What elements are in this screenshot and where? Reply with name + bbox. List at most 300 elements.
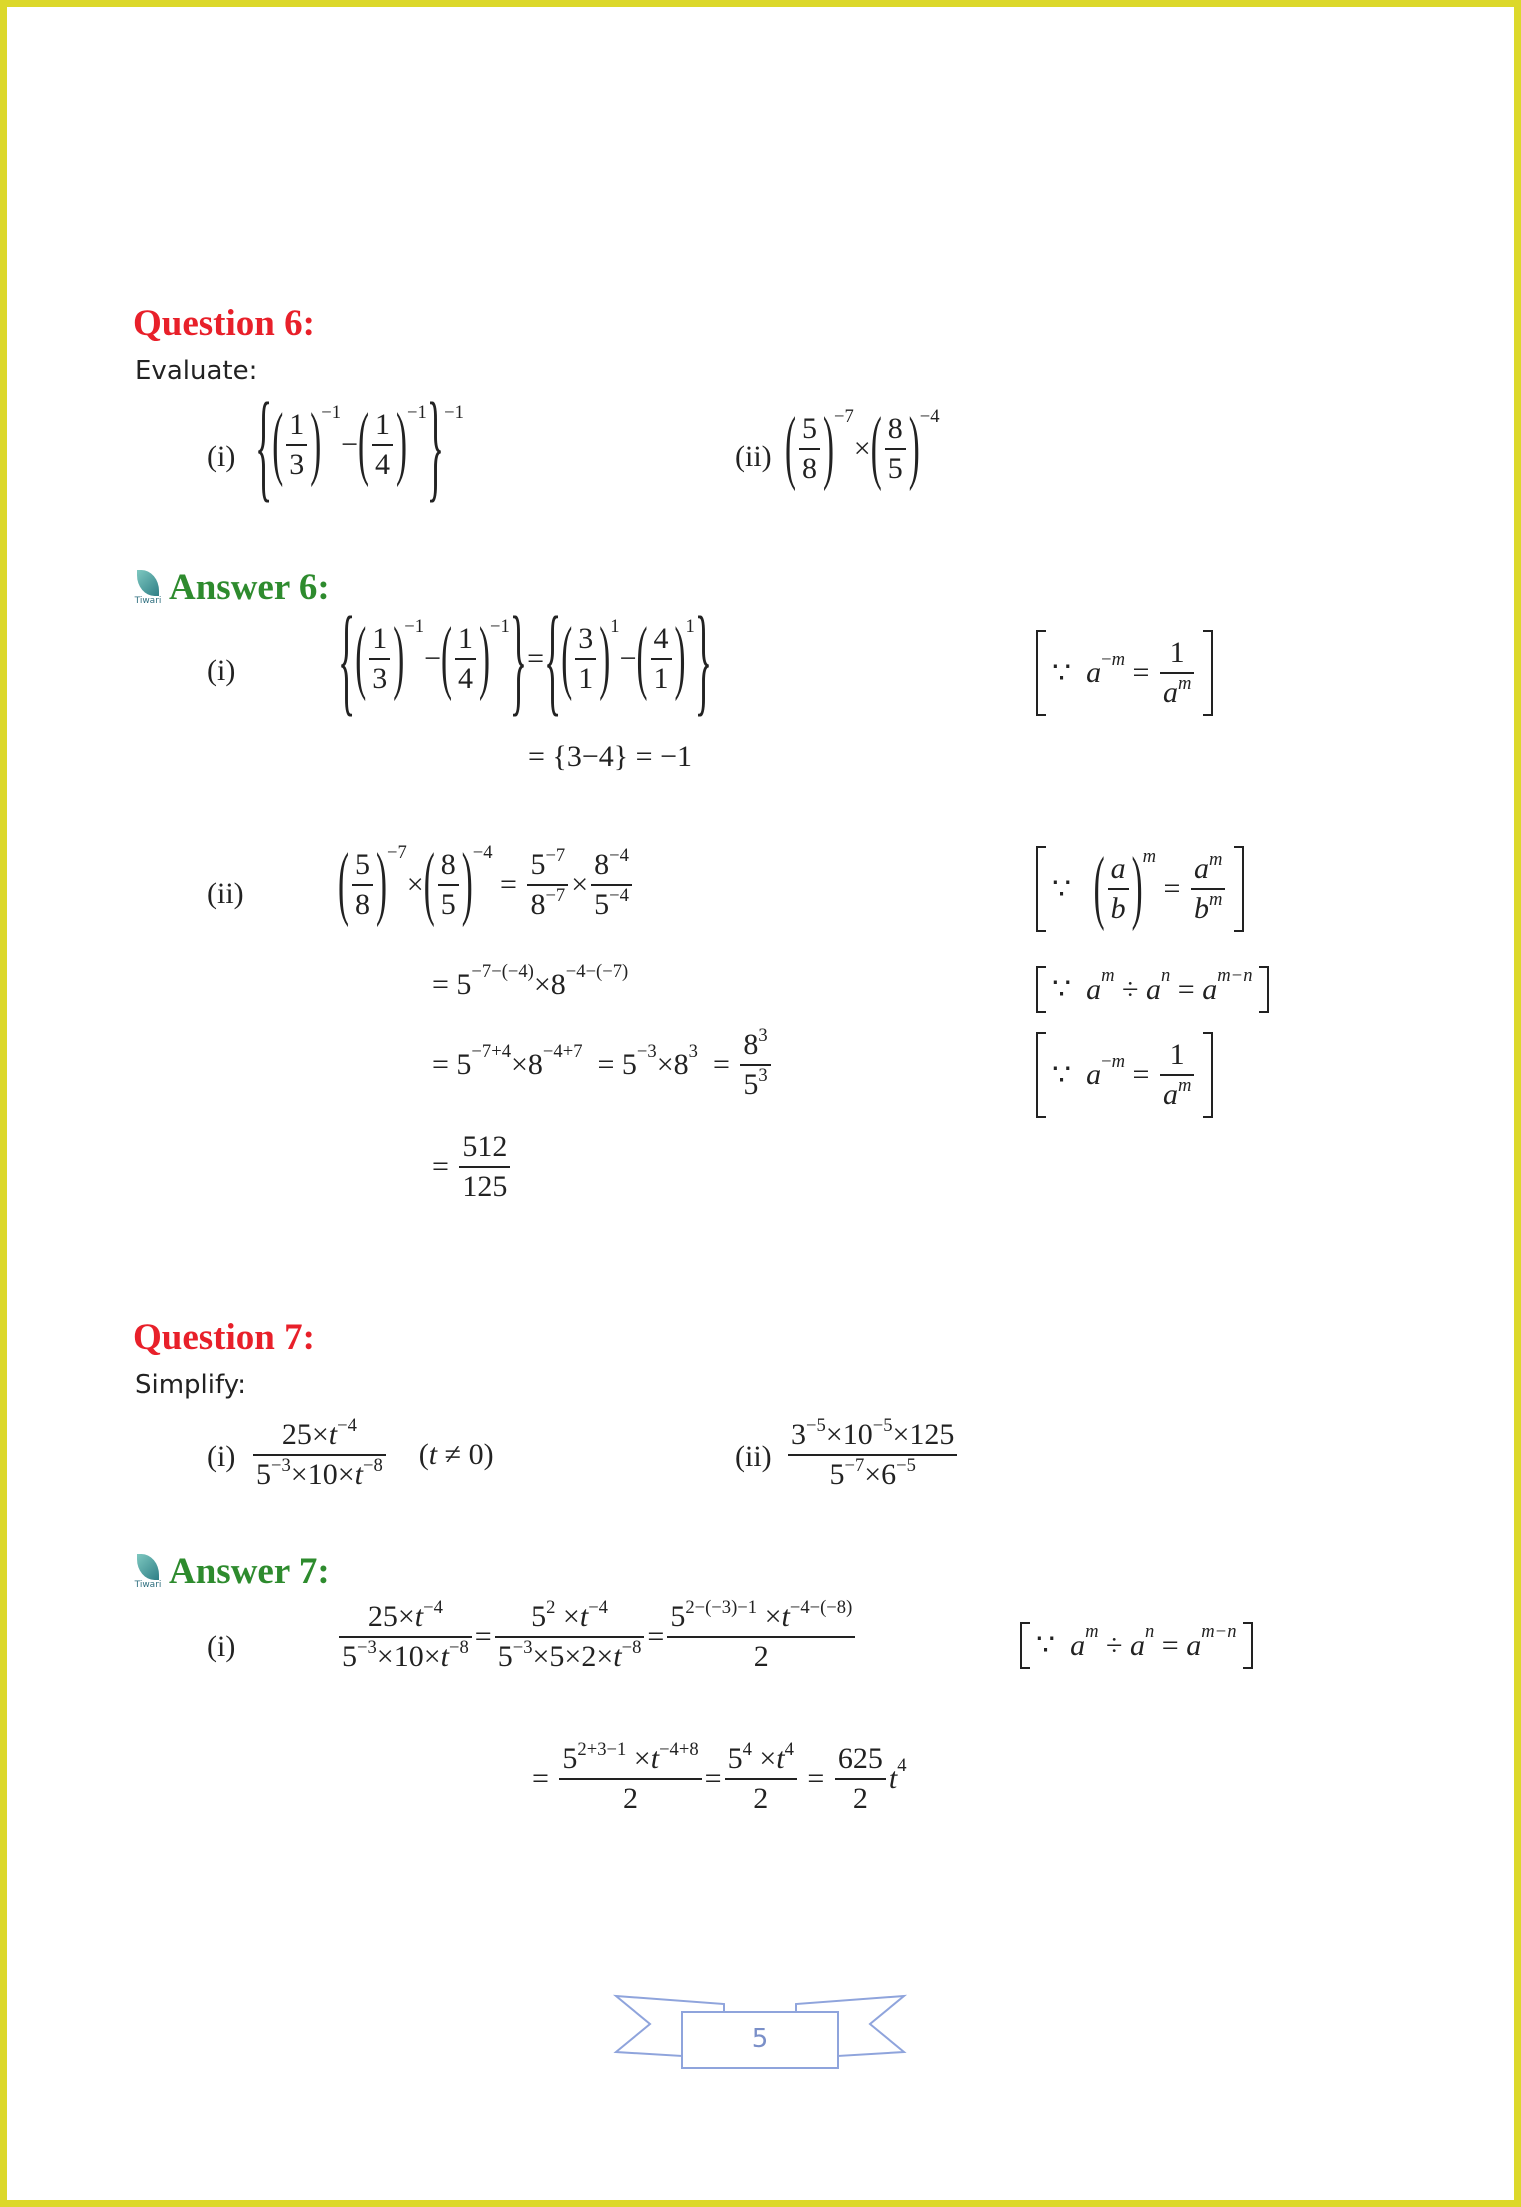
math-text: = 5 [432, 1048, 472, 1081]
close-paren: ) [908, 402, 920, 493]
math-variable: a [1162, 676, 1178, 709]
fraction-denominator [1108, 888, 1129, 926]
rule-bracket [1020, 1622, 1253, 1669]
a6-part-ii-label: (ii) [207, 877, 244, 910]
open-brace: { [552, 740, 567, 773]
math-text: − [1101, 648, 1112, 670]
math-text: = [1125, 1058, 1157, 1091]
question-6-title: Question 6: [133, 303, 315, 344]
math-variable: a [1070, 1628, 1086, 1662]
math-text: 8 [530, 888, 546, 921]
q6-part-i-label: (i) [207, 440, 236, 473]
math-exponent [609, 845, 629, 867]
math-text: = [528, 740, 553, 773]
math-variable: t [328, 1418, 338, 1451]
fraction-denominator [286, 444, 307, 482]
math-exponent [1145, 1621, 1154, 1643]
math-text: −3 [512, 1636, 533, 1658]
math-text: −3 [357, 1636, 377, 1658]
a7-part-i-label: (i) [207, 1630, 236, 1663]
math-fraction [286, 408, 307, 482]
fraction-denominator [788, 1454, 957, 1492]
math-text: 3 [758, 1024, 768, 1046]
math-text: 3 [289, 448, 305, 481]
math-text: = [1156, 872, 1188, 905]
group-content [366, 622, 393, 696]
open-paren: ( [338, 838, 349, 929]
open-brace: { [255, 377, 273, 513]
math-text: 5 [440, 888, 456, 921]
math-text: −7−(−4) [471, 960, 534, 982]
math-variable: m−n [1217, 965, 1253, 987]
fraction-numerator [885, 412, 906, 448]
math-exponent [622, 1637, 642, 1659]
fraction-numerator [725, 1738, 797, 1778]
math-parentheses [423, 838, 493, 929]
math-exponent [546, 1597, 555, 1619]
math-exponent [685, 1597, 757, 1619]
math-fraction [339, 1596, 472, 1674]
math-exponent [610, 616, 619, 638]
math-text: ×6 [864, 1458, 897, 1491]
math-braces [544, 591, 713, 727]
close-paren: ) [599, 612, 611, 703]
math-parentheses [785, 402, 854, 493]
open-brace: { [338, 591, 356, 727]
math-exponent [1178, 1075, 1191, 1097]
math-text: −4 [472, 842, 493, 863]
fraction-numerator [369, 622, 390, 658]
open-paren: ( [1093, 842, 1105, 933]
a6-ii-step-1 [338, 838, 635, 929]
math-text: 5 [802, 412, 817, 445]
fraction-denominator [740, 1064, 770, 1102]
math-exponent [806, 1415, 826, 1437]
math-parentheses [441, 612, 510, 703]
math-text: 1 [289, 408, 305, 441]
fraction-denominator [1160, 672, 1194, 710]
q6-part-i-expression [255, 377, 464, 513]
math-exponent [449, 1637, 469, 1659]
math-fraction [885, 412, 906, 486]
math-text: 5 [530, 848, 546, 881]
math-text: −7 [834, 406, 854, 427]
math-text: 2+3−1 [577, 1738, 627, 1760]
math-exponent [1209, 849, 1222, 871]
math-parentheses [358, 398, 427, 489]
fraction-numerator [279, 1414, 360, 1454]
math-variable: a [1146, 972, 1161, 1006]
math-text: −4 [588, 1596, 608, 1618]
math-text: ÷ [1098, 1628, 1130, 1662]
math-text: −1 [407, 402, 427, 423]
math-exponent [404, 616, 424, 638]
math-text: 1 [372, 622, 388, 655]
math-variable: t [414, 1600, 424, 1633]
math-text: 3−4 [566, 740, 614, 773]
math-fraction [799, 412, 820, 486]
fraction-denominator [495, 1636, 645, 1674]
math-exponent [637, 1041, 657, 1063]
math-parentheses [338, 838, 407, 929]
math-text: ≠ 0) [437, 1438, 494, 1471]
fraction-denominator [372, 444, 393, 482]
math-text: 5 [562, 1742, 578, 1775]
math-variable: a [1086, 1058, 1102, 1091]
math-text: 25× [367, 1600, 415, 1633]
math-text: 4 [458, 662, 473, 695]
fraction-numerator [286, 408, 307, 444]
fraction-denominator [1160, 1074, 1194, 1112]
math-text: 5 [594, 888, 610, 921]
question-6-prompt: Evaluate: [135, 356, 258, 386]
math-variable: m [1208, 888, 1223, 910]
a6-part-i-label: (i) [207, 654, 236, 687]
math-exponent [577, 1739, 626, 1761]
math-fraction [1160, 636, 1194, 710]
math-variable: t [440, 1640, 449, 1673]
fraction-denominator [559, 1778, 701, 1816]
math-variable: t [579, 1600, 589, 1633]
fraction-numerator [459, 1130, 510, 1166]
math-exponent [609, 885, 629, 907]
math-variable: t [354, 1458, 363, 1491]
math-text: 2−(−3)−1 [685, 1596, 758, 1618]
math-exponent [588, 1597, 608, 1619]
math-variable: m [1085, 1621, 1099, 1643]
math-fraction [495, 1596, 645, 1674]
math-text: × [555, 1600, 580, 1633]
group-content [283, 408, 310, 482]
math-exponent [444, 402, 464, 424]
open-paren: ( [423, 838, 435, 929]
math-text: −3 [271, 1454, 291, 1476]
fraction-denominator [455, 658, 476, 696]
math-text: = [1154, 1628, 1187, 1662]
math-fraction [725, 1738, 797, 1816]
math-parentheses [355, 612, 425, 703]
math-text: 5 [829, 1458, 845, 1491]
a6-ii-step-4 [432, 1130, 513, 1204]
math-text: −5 [806, 1414, 826, 1436]
math-exponent [387, 842, 407, 864]
a6-i-rule-note [1036, 630, 1213, 716]
close-paren: ) [396, 398, 407, 489]
math-fraction [352, 848, 373, 922]
fraction-denominator [651, 658, 672, 696]
a6-ii-step-2 [432, 960, 629, 1002]
fraction-numerator [788, 1414, 957, 1454]
fraction-numerator [591, 844, 632, 884]
math-text: 3 [758, 1064, 768, 1086]
math-variable: m [1111, 1050, 1126, 1072]
math-variable: m [1142, 846, 1157, 867]
open-paren: ( [441, 612, 452, 703]
fraction-denominator [339, 1636, 472, 1674]
math-text: ∵ [1052, 872, 1094, 906]
math-text: ×10× [376, 1640, 441, 1673]
a6-ii-step-3 [432, 1024, 774, 1102]
fraction-denominator [591, 884, 632, 922]
math-braces [338, 591, 528, 727]
q6-part-ii-expression [785, 402, 940, 493]
tiwari-logo-icon: Tiwari [133, 1554, 163, 1590]
math-exponent [1217, 965, 1252, 987]
math-variable: t [781, 1600, 790, 1633]
math-variable: t [428, 1438, 438, 1471]
math-text: ÷ [1114, 972, 1146, 1006]
math-text: 8 [802, 452, 817, 485]
math-variable: a [1110, 852, 1126, 885]
math-text: 5 [342, 1640, 357, 1673]
math-text: −8 [448, 1636, 469, 1658]
math-variable: t [888, 1762, 898, 1795]
fraction-numerator [1108, 852, 1129, 888]
math-exponent [543, 1041, 583, 1063]
math-exponent [473, 842, 493, 864]
math-exponent [337, 1415, 357, 1437]
math-text: 512 [462, 1130, 508, 1163]
math-variable: a [1130, 1628, 1145, 1662]
math-variable: m−n [1201, 1621, 1237, 1643]
close-brace: } [613, 740, 629, 773]
fraction-numerator [835, 1742, 886, 1778]
group-content [882, 412, 909, 486]
math-text: − [341, 428, 358, 461]
math-text: −5 [872, 1414, 893, 1436]
math-variable: b [1110, 892, 1126, 925]
page-number: 5 [751, 2024, 769, 2054]
math-text: ×8 [533, 968, 566, 1001]
math-text: ∵ [1036, 1629, 1071, 1662]
math-text: = [697, 1048, 738, 1081]
math-text: −7 [387, 842, 407, 863]
math-exponent [743, 1739, 752, 1761]
math-fraction [459, 1130, 510, 1204]
math-text: 2 [753, 1640, 769, 1673]
a7-i-step-1 [336, 1596, 858, 1674]
close-paren: ) [823, 402, 834, 493]
math-text: 1 [610, 616, 620, 637]
math-exponent [545, 845, 565, 867]
math-exponent [896, 1455, 916, 1477]
math-text: −1 [321, 402, 342, 423]
math-variable: m [1177, 672, 1192, 694]
close-paren: ) [393, 612, 405, 703]
answer-6-title: Answer 6: [169, 567, 330, 608]
math-exponent [758, 1065, 767, 1087]
page-number-ribbon [612, 1990, 908, 2070]
math-text: 2 [753, 1782, 769, 1815]
fraction-denominator [799, 448, 820, 486]
math-text: 1 [578, 662, 594, 695]
math-exponent [513, 1637, 533, 1659]
open-paren: ( [870, 402, 882, 493]
group-content [1105, 852, 1132, 926]
fraction-numerator [455, 622, 476, 658]
math-exponent [1101, 965, 1114, 987]
math-fraction [527, 844, 568, 922]
math-text: 3 [688, 1040, 698, 1062]
math-text: × [626, 1742, 651, 1775]
math-text: 8 [355, 888, 370, 921]
close-paren: ) [310, 398, 322, 489]
math-text: 2 [623, 1782, 639, 1815]
math-text: ∵ [1052, 1058, 1087, 1092]
math-text: × [757, 1600, 782, 1633]
math-text: 4 [375, 448, 390, 481]
math-text: −4 [609, 884, 629, 906]
math-text: −4 [423, 1596, 443, 1618]
close-brace: } [426, 377, 445, 513]
math-text: −7 [844, 1454, 865, 1476]
open-paren: ( [561, 612, 573, 703]
math-variable: b [1193, 892, 1209, 925]
fraction-denominator [725, 1778, 797, 1816]
math-fraction [455, 622, 476, 696]
open-paren: ( [785, 402, 796, 493]
math-exponent [490, 616, 510, 638]
math-exponent [686, 616, 695, 638]
math-text: = [432, 1150, 457, 1183]
math-exponent [363, 1455, 383, 1477]
math-text: −4 [919, 406, 940, 427]
math-exponent [545, 885, 565, 907]
math-text: 3 [791, 1418, 806, 1451]
math-text: 5 [743, 1068, 759, 1101]
fraction-denominator [575, 658, 596, 696]
group-content [561, 612, 695, 703]
math-variable: m [1101, 965, 1115, 987]
fraction-numerator [365, 1596, 446, 1636]
math-parentheses [636, 612, 695, 703]
math-text: × [751, 1742, 777, 1775]
open-paren: ( [636, 612, 648, 703]
math-exponent [1201, 1621, 1236, 1643]
group-content [567, 740, 614, 774]
fraction-denominator [1191, 888, 1225, 926]
math-exponent [873, 1415, 893, 1437]
open-paren: ( [358, 398, 369, 489]
question-7-prompt: Simplify: [135, 1370, 246, 1400]
math-text: − [424, 642, 441, 675]
math-text: 8 [743, 1028, 759, 1061]
math-variable: a [1202, 972, 1218, 1006]
math-text: = [799, 1762, 832, 1795]
math-text: 4 [653, 622, 669, 655]
fraction-denominator [438, 884, 459, 922]
math-fraction [559, 1738, 701, 1816]
math-text: 8 [594, 848, 610, 881]
math-parentheses [870, 402, 940, 493]
math-exponent [689, 1041, 698, 1063]
fraction-numerator [438, 848, 459, 884]
open-brace: { [544, 591, 562, 727]
group-content [452, 622, 479, 696]
fraction-numerator [1191, 848, 1225, 888]
math-exponent [271, 1455, 291, 1477]
fraction-numerator [528, 1596, 611, 1636]
fraction-numerator [352, 848, 373, 884]
math-text: ∵ [1052, 656, 1087, 690]
fraction-numerator [1167, 636, 1188, 672]
a6-ii-rule-note-3 [1036, 1032, 1213, 1118]
close-paren: ) [1131, 842, 1143, 933]
math-exponent [407, 402, 427, 424]
math-text: 1 [653, 662, 669, 695]
q7-part-i-label: (i) [207, 1440, 236, 1473]
math-text: ( [388, 1438, 429, 1471]
fraction-numerator [1167, 1038, 1188, 1074]
math-exponent [423, 1597, 443, 1619]
math-text: 25× [281, 1418, 329, 1451]
math-text: −8 [621, 1636, 642, 1658]
math-text: 3 [578, 622, 594, 655]
a7-i-rule-note [1020, 1622, 1253, 1669]
math-fraction [835, 1742, 886, 1816]
group-content [435, 848, 462, 922]
fraction-denominator [352, 884, 373, 922]
math-text: 1 [1169, 636, 1185, 669]
math-variable: n [1145, 1621, 1155, 1643]
fraction-denominator [369, 658, 390, 696]
fraction-denominator [885, 448, 906, 486]
math-variable: m [1208, 848, 1223, 870]
math-fraction [1191, 848, 1225, 926]
math-variable: n [1161, 965, 1171, 987]
fraction-numerator [667, 1596, 855, 1636]
math-text: 4 [897, 1754, 907, 1776]
math-text: 8 [440, 848, 456, 881]
math-text: −4−(−7) [565, 960, 629, 982]
math-text: 2 [546, 1596, 556, 1618]
fraction-numerator [651, 622, 672, 658]
math-text: −7+4 [471, 1040, 511, 1062]
math-exponent [321, 402, 341, 424]
fraction-denominator [253, 1454, 386, 1492]
math-text: 625 [837, 1742, 883, 1775]
math-text: = [1170, 972, 1203, 1006]
math-text: 125 [462, 1170, 508, 1203]
math-text: −4−(−8) [789, 1596, 853, 1618]
math-text: = [527, 642, 544, 675]
close-brace: } [509, 591, 528, 727]
math-text: 8 [887, 412, 903, 445]
math-fraction [1108, 852, 1129, 926]
math-variable: a [1162, 1078, 1178, 1111]
math-exponent [834, 406, 854, 428]
math-text: −1 [404, 616, 425, 637]
group-content [355, 612, 510, 703]
math-text: = 5 [582, 1048, 637, 1081]
math-variable: t [776, 1742, 785, 1775]
math-variable: a [1193, 852, 1209, 885]
answer-7-heading [133, 1550, 330, 1593]
a6-ii-rule-note-1 [1036, 842, 1244, 933]
math-exponent [1101, 649, 1125, 671]
math-fraction [1160, 1038, 1194, 1112]
q7-part-ii-expression [785, 1414, 960, 1492]
math-text: 5 [531, 1600, 547, 1633]
math-variable: m [1111, 648, 1126, 670]
math-variable: a [1086, 972, 1102, 1006]
math-text: 1 [685, 616, 695, 637]
close-paren: ) [376, 838, 387, 929]
math-text: = −1 [628, 740, 692, 773]
rule-bracket [1036, 630, 1213, 716]
math-fraction [740, 1024, 770, 1102]
a6-i-step-1 [338, 591, 713, 727]
